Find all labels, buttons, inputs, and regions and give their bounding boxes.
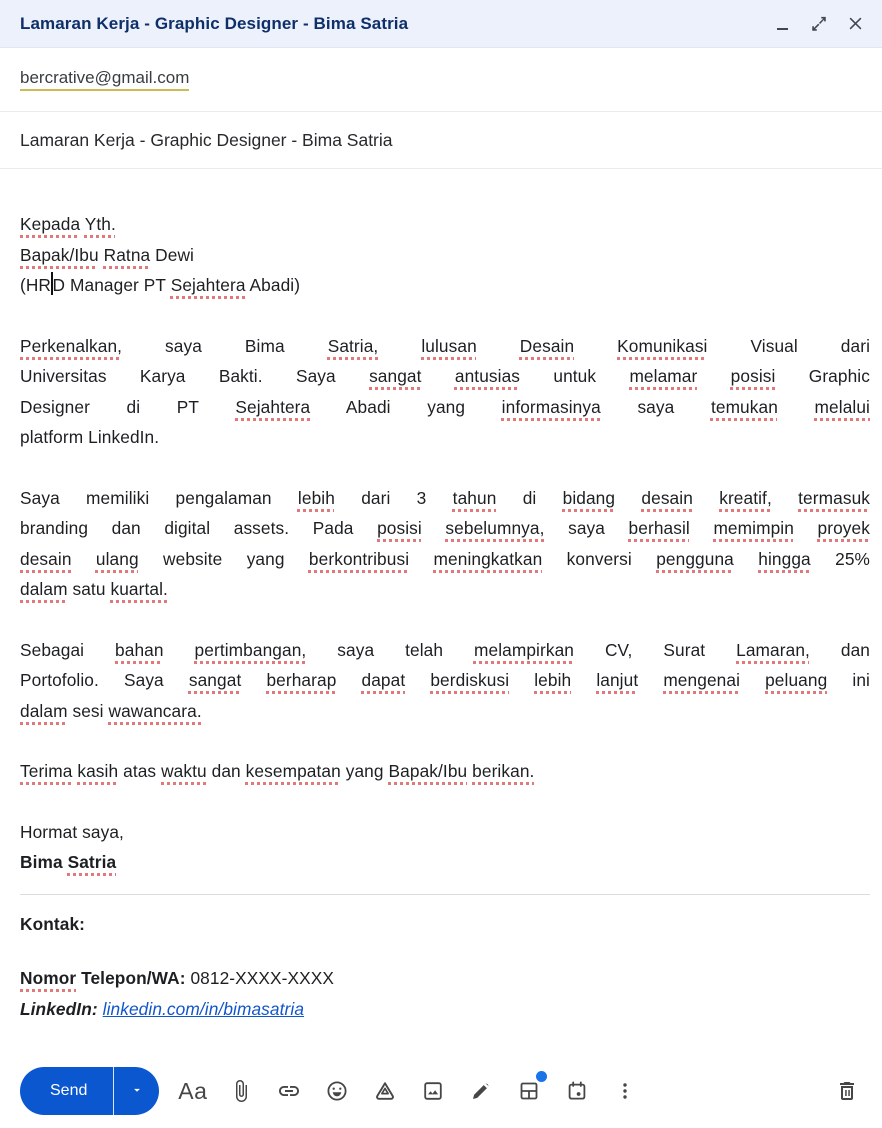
insert-from-drive-button[interactable]	[363, 1070, 406, 1113]
subject-text: Lamaran Kerja - Graphic Designer - Bima Satria	[20, 129, 393, 150]
minimize-icon	[775, 16, 791, 32]
message-body-editor[interactable]	[0, 169, 882, 1066]
attach-files-button[interactable]	[219, 1070, 262, 1113]
insert-signature-button[interactable]	[459, 1070, 502, 1113]
close-icon	[847, 15, 864, 32]
pop-out-button[interactable]	[806, 11, 832, 37]
body-paragraph: Perkenalkan, saya Bima Satria, lulusan Desain Komunikasi Visual dari Universitas Karya Bakti. Saya sangat antusias untuk melamar posisi Graphic Designer di PT Sejahtera Abadi yang informasinya saya temukan melalui platform LinkedIn.	[20, 335, 871, 447]
compose-toolbar	[0, 1066, 882, 1128]
link-icon	[277, 1079, 301, 1103]
compose-title: Lamaran Kerja - Graphic Designer - Bima Satria	[20, 13, 409, 33]
more-vertical-icon	[613, 1079, 637, 1103]
drive-icon	[373, 1079, 397, 1103]
insert-link-button[interactable]	[267, 1070, 310, 1113]
insert-emoji-button[interactable]	[315, 1070, 358, 1113]
trash-icon	[835, 1079, 859, 1103]
send-options-arrow-icon	[130, 1083, 144, 1100]
layouts-button[interactable]	[507, 1070, 550, 1113]
discard-draft-button[interactable]	[825, 1070, 868, 1113]
body-paragraph: Saya memiliki pengalaman lebih dari 3 tahun di bidang desain kreatif, termasuk branding dan digital assets. Pada posisi sebelumnya, saya berhasil memimpin proyek desain ulang website yang berkontribusi meningkatkan konversi pengguna hingga 25% dalam satu kuartal.	[20, 487, 871, 599]
formatting-options-icon: Aa	[178, 1077, 208, 1104]
send-options-button[interactable]	[113, 1067, 159, 1115]
body-paragraph: Terima kasih atas waktu dan kesempatan yang Bapak/Ibu berikan.	[20, 761, 535, 781]
signature-divider	[20, 894, 870, 895]
compose-header	[0, 0, 882, 48]
formatting-options-button[interactable]	[171, 1070, 214, 1113]
subject-field[interactable]	[0, 112, 882, 169]
body-paragraph: Kepada Yth. Bapak/Ibu Ratna Dewi (HRD Manager PT Sejahtera Abadi)	[20, 214, 301, 295]
linkedin-link[interactable]: linkedin.com/in/bimasatria	[102, 998, 305, 1019]
image-icon	[421, 1079, 445, 1103]
body-paragraph: Sebagai bahan pertimbangan, saya telah melampirkan CV, Surat Lamaran, dan Portofolio. Saya sangat berharap dapat berdiskusi lebih lanjut mengenai peluang ini dalam sesi wawancara.	[20, 639, 870, 721]
close-button[interactable]	[842, 11, 868, 37]
calendar-icon	[565, 1079, 589, 1103]
paperclip-icon	[229, 1079, 253, 1103]
body-paragraph: Kontak:	[20, 913, 86, 934]
pen-icon	[469, 1079, 493, 1103]
body-paragraph: Hormat saya, Bima Satria	[20, 821, 124, 872]
set-up-time-button[interactable]	[555, 1070, 598, 1113]
send-button[interactable]: Send	[20, 1067, 113, 1115]
insert-photo-button[interactable]	[411, 1070, 454, 1113]
recipient-email-chip[interactable]: bercrative@gmail.com	[20, 68, 189, 91]
send-split-button	[20, 1067, 159, 1115]
minimize-button[interactable]	[770, 11, 796, 37]
layouts-notification-dot	[536, 1071, 547, 1082]
open-in-full-icon	[810, 15, 828, 33]
emoji-smile-icon	[325, 1079, 349, 1103]
window-controls	[770, 11, 868, 37]
recipients-field[interactable]	[0, 48, 882, 112]
layouts-icon	[517, 1079, 541, 1103]
body-paragraph: Nomor Telepon/WA: 0812-XXXX-XXXX LinkedIn: linkedin.com/in/bimasatria	[20, 968, 335, 1019]
toolbar-icons	[171, 1070, 646, 1113]
more-options-button[interactable]	[603, 1070, 646, 1113]
